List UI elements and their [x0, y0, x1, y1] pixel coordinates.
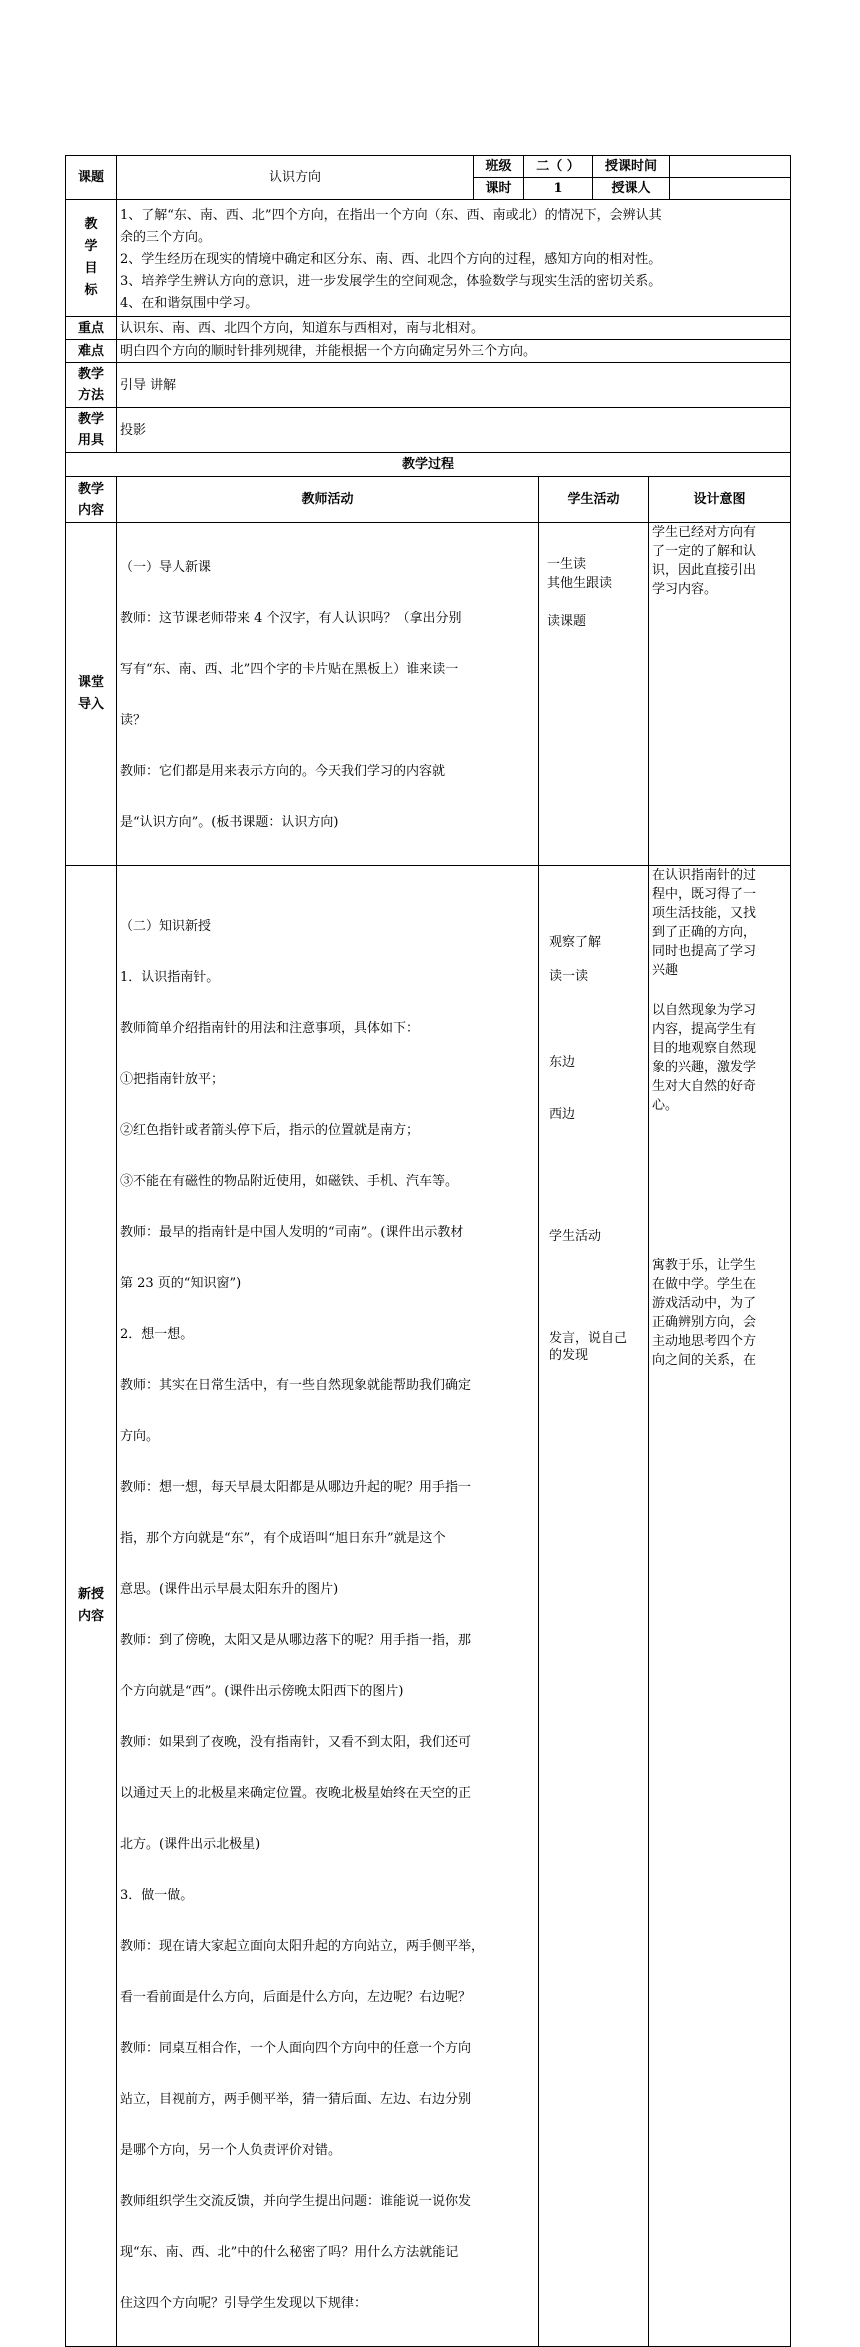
new-design	[649, 866, 791, 2347]
goals-label-char: 学	[84, 239, 98, 254]
new-design-block-2: 以自然现象为学习 内容，提高学生有 目的地观察自然现 象的兴趣，激发学 生对大自然的好奇 心。	[652, 1003, 757, 1113]
new-teacher-line: ②红色指针或者箭头停下后，指示的位置就是南方；	[120, 1123, 420, 1138]
new-teacher-line: 方向。	[120, 1429, 160, 1444]
intro-teacher-line: 教师：这节课老师带来 4 个汉字，有人认识吗？（拿出分别	[120, 611, 462, 626]
tools-text: 投影	[117, 408, 791, 453]
new-student-item: 观察了解	[549, 935, 602, 950]
new-student	[539, 866, 649, 2347]
new-teacher-line: ①把指南针放平；	[120, 1072, 225, 1087]
intro-teacher-line: 写有“东、南、西、北”四个字的卡片贴在黑板上）谁来读一	[120, 662, 459, 677]
method-label: 教学 方法	[66, 363, 117, 408]
new-teacher-line: 看一看前面是什么方向，后面是什么方向，左边呢？右边呢？	[120, 1990, 472, 2005]
col-content-header: 教学 内容	[66, 477, 117, 523]
new-teacher-line: 教师：如果到了夜晚，没有指南针，又看不到太阳，我们还可	[120, 1735, 472, 1750]
intro-teacher-line: 是“认识方向”。(板书课题：认识方向)	[120, 815, 339, 830]
intro-teacher-line: （一）导人新课	[120, 560, 212, 575]
goals-label-char: 目	[84, 261, 98, 276]
col-teacher-header: 教师活动	[117, 477, 539, 523]
col-student-header: 学生活动	[539, 477, 649, 523]
new-teacher-line: （二）知识新授	[120, 919, 212, 934]
new-design-block-3: 寓教于乐，让学生 在做中学。学生在 游戏活动中，为了 正确辨别方向，会 主动地思考四个方 向之间的关系，在	[652, 1258, 757, 1368]
new-teacher-line: 2．想一想。	[120, 1327, 194, 1342]
intro-design-line: 识，因此直接引出	[652, 563, 757, 578]
topic-label: 课题	[66, 156, 117, 200]
intro-student	[539, 523, 649, 866]
topic-value: 认识方向	[117, 156, 474, 200]
new-teacher-line: 是哪个方向，另一个人负责评价对错。	[120, 2143, 342, 2158]
new-teacher-line: 北方。(课件出示北极星)	[120, 1837, 261, 1852]
goal-line: 2、学生经历在现实的情境中确定和区分东、南、西、北四个方向的过程，感知方向的相对性。	[120, 252, 662, 267]
goals-text	[117, 200, 791, 317]
new-teacher-line: 教师：其实在日常生活中，有一些自然现象就能帮助我们确定	[120, 1378, 472, 1393]
goal-line: 4、在和谐氛围中学习。	[120, 296, 259, 311]
new-content-label: 新授 内容	[66, 866, 117, 2347]
intro-student-line: 一生读	[547, 557, 587, 572]
intro-design-line: 学习内容。	[652, 582, 718, 597]
intro-teacher-line: 教师：它们都是用来表示方向的。今天我们学习的内容就	[120, 764, 446, 779]
time-value	[670, 156, 791, 178]
goal-line: 1、了解“东、南、西、北”四个方向，在指出一个方向（东、西、南或北）的情况下，会辨认其	[120, 208, 662, 223]
goals-label-char: 教	[84, 217, 98, 232]
new-teacher-line: 教师：最早的指南针是中国人发明的“司南”。(课件出示教材	[120, 1225, 464, 1240]
new-teacher-line: 指，那个方向就是“东”，有个成语叫“旭日东升”就是这个	[120, 1531, 446, 1546]
new-teacher-line: 教师：同桌互相合作，一个人面向四个方向中的任意一个方向	[120, 2041, 472, 2056]
class-value: 二（ ）	[524, 156, 593, 178]
teacher-value	[670, 178, 791, 200]
intro-student-line: 读课题	[547, 614, 587, 629]
new-teacher-line: 教师简单介绍指南针的用法和注意事项，具体如下：	[120, 1021, 420, 1036]
new-teacher-line: 教师：到了傍晚，太阳又是从哪边落下的呢？用手指一指，那	[120, 1633, 472, 1648]
teacher-label: 授课人	[593, 178, 670, 200]
intro-design-line: 了一定的了解和认	[652, 544, 757, 559]
intro-design-line: 学生已经对方向有	[652, 525, 757, 540]
key-point-text: 认识东、南、西、北四个方向，知道东与西相对，南与北相对。	[117, 317, 791, 340]
new-teacher-line: ③不能在有磁性的物品附近使用，如磁铁、手机、汽车等。	[120, 1174, 459, 1189]
new-student-item: 西边	[549, 1107, 576, 1122]
new-teacher-line: 3．做一做。	[120, 1888, 194, 1903]
new-teacher-line: 住这四个方向呢？引导学生发现以下规律：	[120, 2296, 368, 2311]
new-student-item: 发言，说自己	[549, 1331, 628, 1346]
new-student-item: 的发现	[549, 1348, 589, 1363]
new-teacher-line: 站立，目视前方，两手侧平举，猜一猜后面、左边、右边分别	[120, 2092, 472, 2107]
period-value: 1	[524, 178, 593, 200]
time-label: 授课时间	[593, 156, 670, 178]
key-point-label: 重点	[66, 317, 117, 340]
new-teacher-line: 教师组织学生交流反馈，并向学生提出问题：谁能说一说你发	[120, 2194, 472, 2209]
new-teacher-line: 教师：现在请大家起立面向太阳升起的方向站立，两手侧平举，	[120, 1939, 485, 1954]
new-teacher-line: 现“东、南、西、北”中的什么秘密了吗？用什么方法就能记	[120, 2245, 459, 2260]
new-teacher-line: 意思。(课件出示早晨太阳东升的图片)	[120, 1582, 339, 1597]
method-text: 引导 讲解	[117, 363, 791, 408]
goals-label	[66, 200, 117, 317]
new-teacher-line: 个方向就是“西”。(课件出示傍晚太阳西下的图片)	[120, 1684, 404, 1699]
new-teacher-line: 以通过天上的北极星来确定位置。夜晚北极星始终在天空的正	[120, 1786, 472, 1801]
new-design-block-1: 在认识指南针的过 程中，既习得了一 项生活技能，又找 到了正确的方向， 同时也提高了学习 兴趣	[652, 868, 757, 978]
lesson-header-table	[65, 155, 791, 200]
goal-line: 3、培养学生辨认方向的意识，进一步发展学生的空间观念，体验数学与现实生活的密切关系。	[120, 274, 662, 289]
new-student-item: 学生活动	[549, 1229, 602, 1244]
period-label: 课时	[474, 178, 524, 200]
process-table	[65, 452, 791, 2347]
new-student-item: 东边	[549, 1055, 576, 1070]
difficulty-text: 明白四个方向的顺时针排列规律，并能根据一个方向确定另外三个方向。	[117, 340, 791, 363]
new-student-item: 读一读	[549, 969, 589, 984]
intro-teacher-line: 读？	[120, 713, 147, 728]
new-teacher-line: 第 23 页的“知识窗”)	[120, 1276, 242, 1291]
difficulty-label: 难点	[66, 340, 117, 363]
tools-label: 教学 用具	[66, 408, 117, 453]
process-title: 教学过程	[66, 453, 791, 477]
class-label: 班级	[474, 156, 524, 178]
new-teacher-line: 教师：想一想，每天早晨太阳都是从哪边升起的呢？用手指一	[120, 1480, 472, 1495]
intro-label: 课堂 导入	[66, 523, 117, 866]
goals-label-char: 标	[84, 283, 98, 298]
intro-teacher	[117, 523, 539, 866]
new-teacher	[117, 866, 539, 2347]
new-teacher-line: 1．认识指南针。	[120, 970, 220, 985]
intro-student-line: 其他生跟读	[547, 576, 613, 591]
goal-line: 余的三个方向。	[120, 230, 212, 245]
lesson-info-table	[65, 199, 791, 453]
intro-design	[649, 523, 791, 866]
col-design-header: 设计意图	[649, 477, 791, 523]
